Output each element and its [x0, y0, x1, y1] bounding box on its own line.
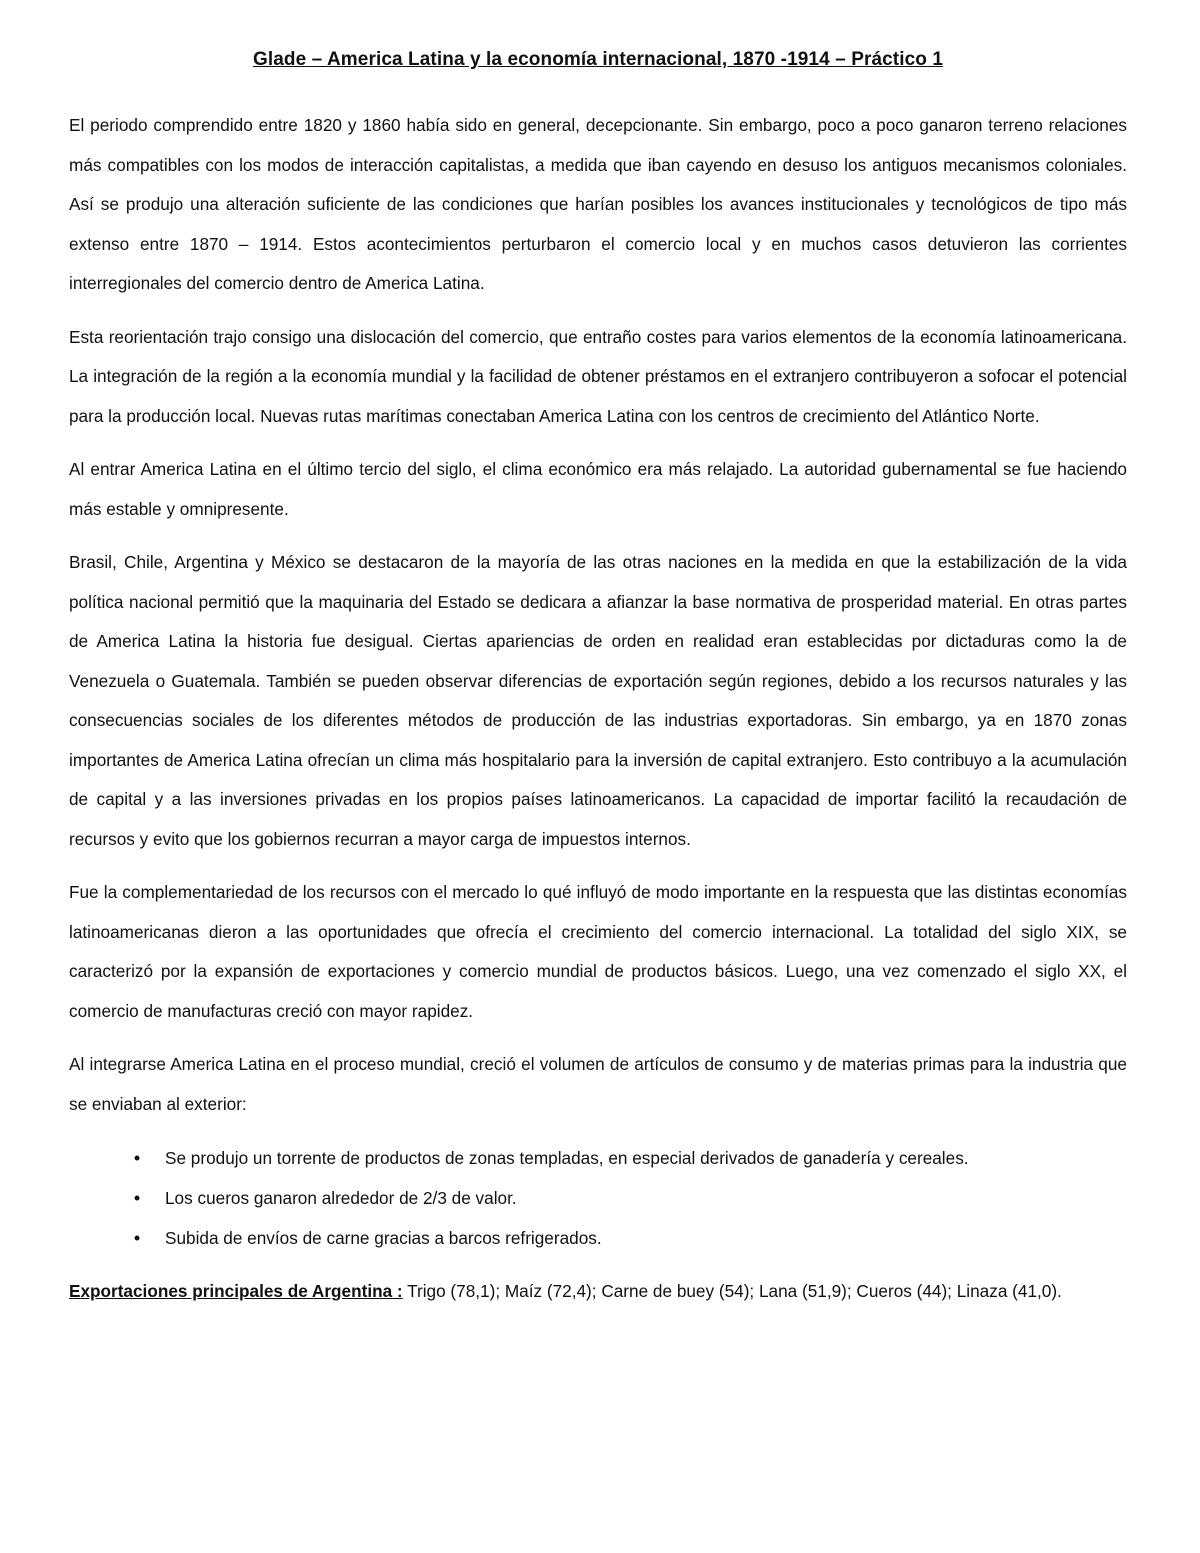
paragraph-intro: El periodo comprendido entre 1820 y 1860 había sido en general, decepcionante. Sin embargo, poco a poco ganaron terreno relaciones más compatibles con los modos de interacción capitalistas, a medida que iban cayendo en desuso los antiguos mecanismos coloniales. Así se produjo una alteración suficiente de las condiciones que harían posibles los avances institucionales y tecnológicos de tipo más extenso entre 1870 – 1914. Estos acontecimientos perturbaron el comercio local y en muchos casos detuvieron las corrientes interregionales del comercio dentro de America Latina.	[69, 115, 1127, 293]
paragraph-nations: Brasil, Chile, Argentina y México se destacaron de la mayoría de las otras naciones en la medida en que la estabilización de la vida política nacional permitió que la maquinaria del Estado se dedicara a afianzar la base normativa de prosperidad material. En otras partes de America Latina la historia fue desigual. Ciertas apariencias de orden en realidad eran establecidas por dictaduras como la de Venezuela o Guatemala. También se pueden observar diferencias de exportación según regiones, debido a los recursos naturales y las consecuencias sociales de los diferentes métodos de producción de las industrias exportadoras. Sin embargo, ya en 1870 zonas importantes de America Latina ofrecían un clima más hospitalario para la inversión de capital extranjero. Esto contribuyo a la acumulación de capital y a las inversiones privadas en los propios países latinoamericanos. La capacidad de importar facilitó la recaudación de recursos y evito que los gobiernos recurran a mayor carga de impuestos internos.	[69, 552, 1127, 849]
paragraph-economic-climate: Al entrar America Latina en el último tercio del siglo, el clima económico era más relajado. La autoridad gubernamental se fue haciendo más estable y omnipresente.	[69, 459, 1127, 519]
list-item-text: Subida de envíos de carne gracias a barcos refrigerados.	[165, 1228, 602, 1248]
list-item	[69, 1218, 1127, 1258]
list-item-text: Los cueros ganaron alrededor de 2/3 de valor.	[165, 1188, 517, 1208]
document-title: Glade – America Latina y la economía internacional, 1870 -1914 – Práctico 1	[252, 49, 944, 70]
bullet-icon: •	[133, 1228, 141, 1248]
paragraph-complementarity: Fue la complementariedad de los recursos con el mercado lo qué influyó de modo importante en la respuesta que las distintas economías latinoamericanas dieron a las oportunidades que ofrecía el crecimiento del comercio internacional. La totalidad del siglo XIX, se caracterizó por la expansión de exportaciones y comercio mundial de productos básicos. Luego, una vez comenzado el siglo XX, el comercio de manufacturas creció con mayor rapidez.	[69, 882, 1127, 1021]
list-item	[69, 1178, 1127, 1218]
bullet-list	[69, 1138, 1127, 1258]
exports-paragraph	[69, 1272, 1127, 1312]
bullet-icon: •	[133, 1188, 141, 1208]
bullet-icon: •	[133, 1148, 141, 1168]
paragraph-reorientation: Esta reorientación trajo consigo una dislocación del comercio, que entraño costes para varios elementos de la economía latinoamericana. La integración de la región a la economía mundial y la facilidad de obtener préstamos en el extranjero contribuyeron a sofocar el potencial para la producción local. Nuevas rutas marítimas conectaban America Latina con los centros de crecimiento del Atlántico Norte.	[69, 326, 1127, 426]
exports-text: Trigo (78,1); Maíz (72,4); Carne de buey (54); Lana (51,9); Cueros (44); Linaza (41,0).	[402, 1281, 1062, 1301]
document-page	[69, 40, 1127, 1326]
exports-heading: Exportaciones principales de Argentina :	[69, 1281, 403, 1301]
list-item	[69, 1138, 1127, 1178]
list-item-text: Se produjo un torrente de productos de zonas templadas, en especial derivados de ganadería y cereales.	[165, 1148, 969, 1168]
paragraph-integration: Al integrarse America Latina en el proceso mundial, creció el volumen de artículos de consumo y de materias primas para la industria que se enviaban al exterior:	[69, 1054, 1127, 1114]
